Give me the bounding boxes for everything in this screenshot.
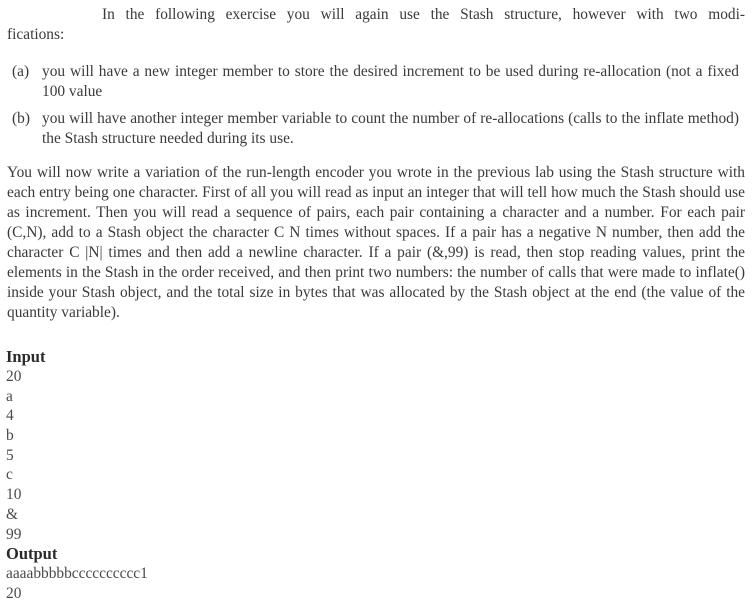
output-heading: Output: [6, 544, 58, 563]
list-marker: (b): [12, 110, 30, 127]
input-line: 99: [6, 525, 22, 543]
list-marker: (a): [12, 63, 30, 80]
input-line: 10: [6, 486, 22, 504]
input-example: [6, 347, 45, 544]
list-item-text: you will have another integer member variable to count the number of re-allocations (calls to the inflate method) the Stash structure needed during its use.: [42, 110, 739, 147]
input-line: b: [6, 427, 14, 445]
list-item-b: [0, 109, 755, 149]
input-line: 5: [6, 446, 14, 464]
input-line: c: [6, 466, 13, 484]
list-item-text: you will have a new integer member to store the desired increment to be used during re-allocation (not a fixed 100 value: [42, 63, 739, 100]
list-item-a: [0, 62, 755, 102]
input-line: a: [6, 387, 13, 405]
output-line: aaaabbbbbcccccccccc1: [6, 565, 148, 582]
output-example: [6, 544, 148, 603]
intro-line-2: fications:: [7, 26, 65, 43]
modifications-list: [0, 62, 755, 156]
input-line: 20: [6, 368, 22, 385]
intro-line-1: In the following exercise you will again use the Stash structure, however with two modi-: [102, 6, 745, 23]
description-paragraph: You will now write a variation of the run-length encoder you wrote in the previous lab using the Stash structure with each entry being one character. First of all you will read as input an integer that will tell how much the Stash should use as increment. Then you will read a sequence of pairs, each pair containing a character and a number. For each pair (C,N), add to a Stash object the character C N times without spaces. If a pair has a negative N number, then add the character C |N| times and then add a newline character. If a pair (&,99) is read, then stop reading values, print the elements in the Stash in the order received, and then print two numbers: the number of calls that were made to inflate() inside your Stash object, and the total size in bytes that was allocated by the Stash object at the end (the value of the quantity variable).: [7, 164, 745, 321]
input-line: &: [6, 505, 18, 523]
output-line: 20: [6, 584, 22, 602]
input-line: 4: [6, 407, 14, 425]
intro-paragraph: [0, 5, 755, 45]
input-heading: Input: [6, 347, 46, 366]
